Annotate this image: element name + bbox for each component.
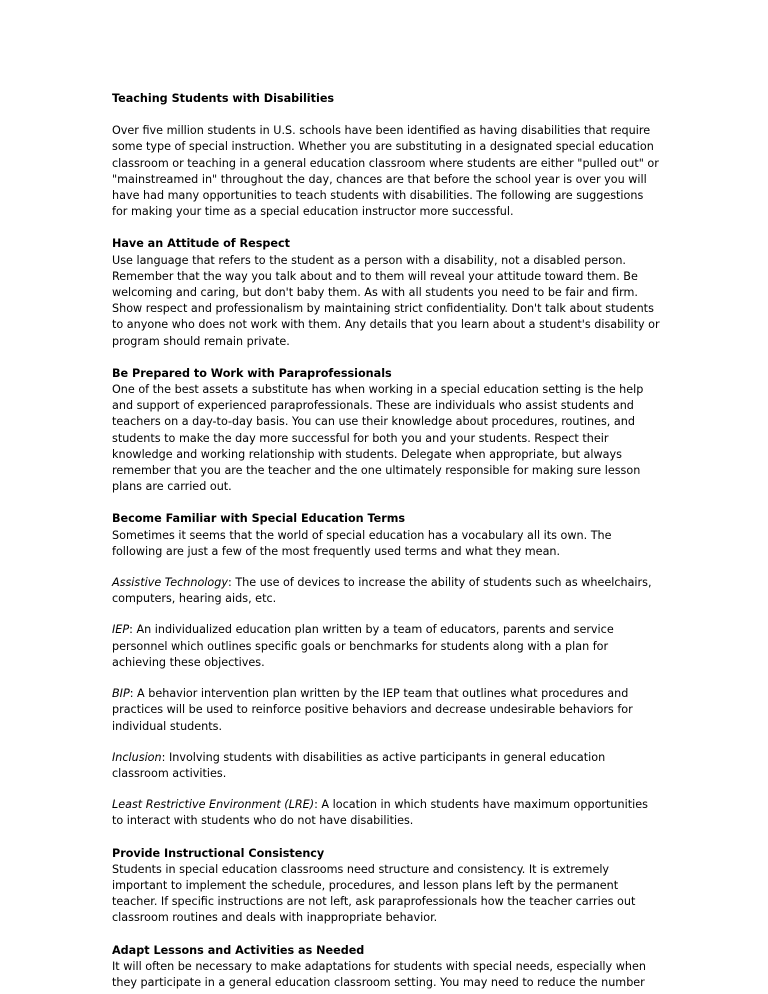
section-paraprofessionals: [112, 366, 662, 496]
section-body: Sometimes it seems that the world of special education has a vocabulary all its own. The following are just a few of the most frequently used terms and what they mean.: [112, 528, 612, 558]
definition-text: : A behavior intervention plan written by the IEP team that outlines what procedures and practices will be used to reinforce positive behaviors and decrease undesirable behaviors for individual students.: [112, 687, 633, 733]
section-terms: [112, 511, 662, 829]
definition-text: : An individualized education plan written by a team of educators, parents and service personnel which outlines specific goals or benchmarks for students along with a plan for achieving these objectives.: [112, 623, 614, 669]
section-body: Use language that refers to the student as a person with a disability, not a disabled person. Remember that the way you talk about and to them will reveal your attitude toward them. Be welcoming and caring, but don't baby them. As with all students you need to be fair and firm. Show respect and professionalism by maintaining strict confidentiality. Don't talk about students to anyone who does not work with them. Any details that you learn about a student's disability or program should remain private.: [112, 253, 660, 348]
definition-inclusion: [112, 750, 662, 782]
section-heading: Have an Attitude of Respect: [112, 237, 290, 251]
section-heading: Become Familiar with Special Education Terms: [112, 512, 406, 526]
document-title: Teaching Students with Disabilities: [112, 92, 335, 105]
definition-text: : The use of devices to increase the ability of students such as wheelchairs, computers, hearing aids, etc.: [112, 576, 652, 606]
definition-term: IEP: [112, 623, 130, 637]
definition-iep: [112, 622, 662, 671]
definition-term: Assistive Technology: [112, 576, 228, 590]
section-adapt: [112, 943, 662, 992]
section-body: One of the best assets a substitute has when working in a special education setting is the help and support of experienced paraprofessionals. These are individuals who assist students and teachers on a day-to-day basis. You can use their knowledge about procedures, routines, and students to make the day more successful for both you and your students. Respect their knowledge and working relationship with students. Delegate when appropriate, but always remember that you are the teacher and the one ultimately responsible for making sure lesson plans are carried out.: [112, 383, 644, 494]
section-body: Students in special education classrooms need structure and consistency. It is extremely important to implement the schedule, procedures, and lesson plans left by the permanent teacher. If specific instructions are not left, ask paraprofessionals how the teacher carries out classroom routines and deals with inappropriate behavior.: [112, 862, 636, 925]
definition-lre: [112, 797, 662, 829]
definition-text: : Involving students with disabilities as active participants in general education classroom activities.: [112, 750, 606, 780]
section-heading: Adapt Lessons and Activities as Needed: [112, 943, 365, 957]
definition-bip: [112, 686, 662, 735]
section-heading: Be Prepared to Work with Paraprofessionals: [112, 366, 392, 380]
section-respect: [112, 236, 662, 349]
section-heading: Provide Instructional Consistency: [112, 846, 325, 860]
definition-text: : A location in which students have maximum opportunities to interact with students who do not have disabilities.: [112, 798, 648, 828]
section-body: It will often be necessary to make adaptations for students with special needs, especially when they participate in a general education classroom setting. You may need to reduce the number: [112, 959, 646, 989]
definition-term: Inclusion: [112, 750, 162, 764]
definition-term: BIP: [112, 687, 130, 701]
definition-assistive-technology: [112, 575, 662, 607]
intro-paragraph: Over five million students in U.S. schools have been identified as having disabilities that require some type of special instruction. Whether you are substituting in a designated special education classroom or teaching in a general education classroom where students are either "pulled out" or "mainstreamed in" throughout the day, chances are that before the school year is over you will have had many opportunities to teach students with disabilities. The following are suggestions for making your time as a special education instructor more successful.: [112, 124, 659, 219]
document-page: [112, 91, 662, 991]
section-consistency: [112, 846, 662, 927]
definition-term: Least Restrictive Environment (LRE): [112, 798, 315, 812]
